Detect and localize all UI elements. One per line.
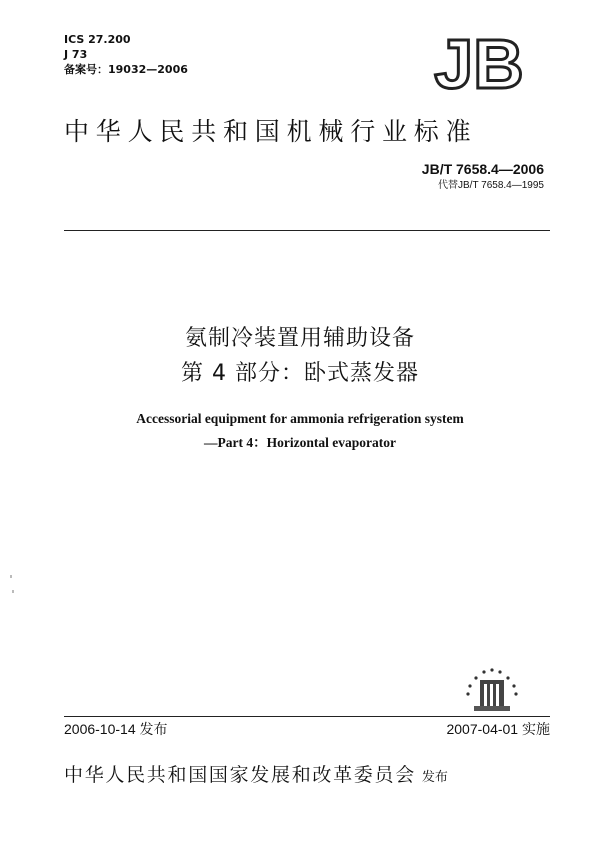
document-title-en-line2: —Part 4：Horizontal evaporator [204, 435, 396, 450]
jb-logo [424, 28, 534, 98]
top-divider [64, 230, 550, 231]
replaces-code: 代替JB/T 7658.4—1995 [438, 180, 544, 191]
document-title-cn-line1: 氨制冷装置用辅助设备 [184, 326, 415, 351]
ics-code: ICS 27.200 [64, 33, 131, 46]
standard-code: JB/T 7658.4—2006 [421, 161, 544, 177]
publisher-seal-icon [460, 662, 524, 716]
issue-date: 2006-10-14 发布 [64, 721, 168, 737]
record-number: 备案号：19032—2006 [64, 63, 188, 76]
standard-code-block [422, 160, 544, 193]
scan-speck [12, 590, 14, 593]
class-code: J 73 [64, 48, 88, 61]
standard-category-title: 中华人民共和国机械行业标准 [64, 117, 478, 146]
publisher [64, 760, 544, 787]
jb-logo-text: JB [434, 28, 524, 98]
document-title-en-line1: Accessorial equipment for ammonia refrigeration system [136, 411, 464, 426]
classification-block [64, 32, 188, 77]
scan-speck [10, 575, 12, 578]
publisher-name: 中华人民共和国国家发展和改革委员会 [64, 764, 416, 786]
publisher-suffix: 发布 [421, 770, 448, 785]
document-title-cn-line2: 第 4 部分：卧式蒸发器 [181, 361, 419, 386]
implementation-date: 2007-04-01 实施 [446, 721, 550, 737]
bottom-divider [64, 716, 550, 717]
